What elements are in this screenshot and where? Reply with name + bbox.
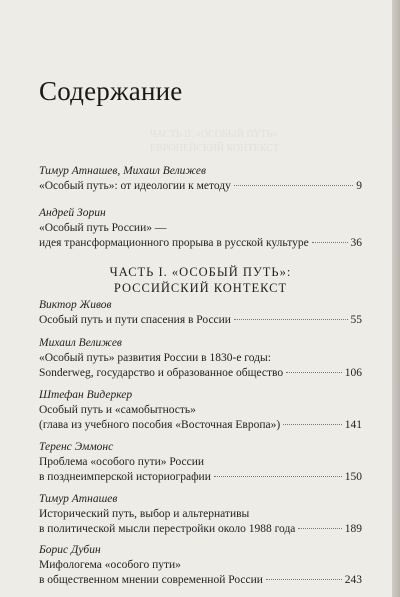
toc-page-number: 9 (356, 180, 362, 192)
toc-page-number: 243 (344, 574, 362, 586)
toc-title-line: в позднеимперской историографии 150 (39, 471, 362, 483)
toc-title-line: «Особый путь России» — (39, 222, 167, 234)
page-edge (392, 0, 400, 597)
toc-title-line: в политической мысли перестройки около 1988 года 189 (39, 523, 362, 535)
leader-dots (286, 372, 342, 373)
leader-dots (214, 476, 342, 477)
toc-author: Штефан Видеркер (39, 389, 133, 401)
leader-dots (234, 319, 348, 320)
toc-entry (39, 492, 362, 537)
toc-title-line: (глава из учебного пособия «Восточная Европа») 141 (39, 419, 362, 431)
toc-entry (39, 543, 362, 588)
toc-title-line: «Особый путь»: от идеологии к методу 9 (39, 180, 362, 192)
toc-title-line: Проблема «особого пути» России (39, 456, 205, 468)
toc-author: Тимур Атнашев, Михаил Велижев (39, 165, 207, 177)
toc-title-line: Sonderweg, государство и образованное общество 106 (39, 367, 362, 379)
toc-page-number: 141 (344, 419, 362, 431)
toc-title-line: Исторический путь, выбор и альтернативы (39, 508, 250, 520)
toc-title-line: «Особый путь» развития России в 1830-е годы: (39, 352, 271, 364)
leader-dots (298, 528, 341, 529)
page-title: Содержание (39, 76, 183, 107)
leader-dots (283, 424, 342, 425)
toc-author: Тимур Атнашев (39, 493, 118, 505)
toc-page-number: 106 (344, 367, 362, 379)
toc-page-number: 150 (344, 471, 362, 483)
toc-page-number: 189 (344, 523, 362, 535)
part-heading-line: РОССИЙСКИЙ КОНТЕКСТ (113, 281, 288, 295)
toc-page-number: 36 (350, 237, 362, 249)
part-heading (39, 264, 362, 296)
toc-title-line: Особый путь и «самобытность» (39, 404, 196, 416)
toc-entry (39, 440, 362, 485)
leader-dots (312, 242, 348, 243)
toc-entry (39, 206, 362, 251)
toc-author: Андрей Зорин (39, 207, 106, 219)
toc-author: Виктор Живов (39, 299, 112, 311)
leader-dots (266, 579, 342, 580)
toc-title-line: в общественном мнении современной России 243 (39, 574, 362, 586)
leader-dots (234, 185, 353, 186)
toc-entry (39, 164, 362, 194)
toc-author: Михаил Велижев (39, 337, 122, 349)
toc-author: Борис Дубин (39, 544, 101, 556)
toc-title-line: Мифологема «особого пути» (39, 559, 181, 571)
toc-page-number: 55 (350, 314, 362, 326)
toc-title-line: идея трансформационного прорыва в русской культуре 36 (39, 237, 362, 249)
toc-title-line: Особый путь и пути спасения в России 55 (39, 314, 362, 326)
part-heading-line: ЧАСТЬ I. «ОСОБЫЙ ПУТЬ»: (109, 265, 292, 279)
toc-entry (39, 336, 362, 381)
toc-entry (39, 388, 362, 433)
toc-entry (39, 298, 362, 328)
show-through-text: ЧАСТЬ II. «ОСОБЫЙ ПУТЬ» ЕВРОПЕЙСКИЙ КОНТЕКСТ (150, 129, 279, 154)
toc-author: Теренс Эммонс (39, 441, 114, 453)
